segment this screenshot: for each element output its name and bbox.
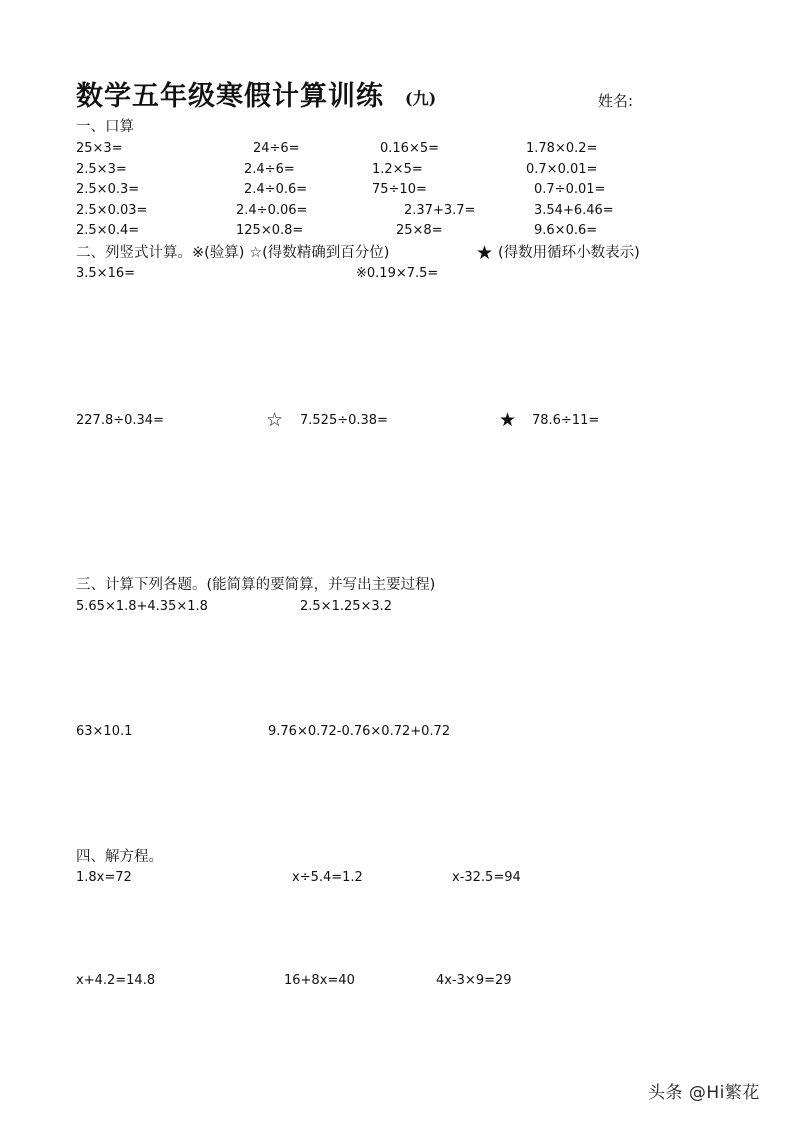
vertical-problem: 78.6÷11= [532, 413, 600, 428]
equation-problem: 4x-3×9=29 [436, 973, 512, 988]
equation-problem: x÷5.4=1.2 [292, 870, 363, 885]
title-number: (九) [405, 89, 437, 108]
equation-problem: x-32.5=94 [452, 870, 521, 885]
section1-heading: 一、口算 [76, 119, 134, 135]
hollow-star-icon: ☆ [266, 409, 284, 431]
oral-problem: 1.78×0.2= [526, 141, 598, 156]
filled-star-icon: ★ [476, 242, 494, 264]
oral-problem: 25×8= [396, 223, 443, 238]
equation-problem: 16+8x=40 [284, 973, 355, 988]
name-field-label: 姓名: [598, 92, 634, 110]
oral-problem: 2.5×0.4= [76, 223, 140, 238]
oral-problem: 75÷10= [372, 182, 427, 197]
oral-problem: 125×0.8= [236, 223, 304, 238]
oral-problem: 0.7÷0.01= [534, 182, 606, 197]
oral-problem: 2.5×3= [76, 162, 127, 177]
source-watermark: 头条 @Hi繁花 [648, 1083, 760, 1103]
vertical-problem: ※0.19×7.5= [356, 266, 439, 281]
page-title: 数学五年级寒假计算训练 [76, 81, 384, 112]
oral-problem: 0.7×0.01= [526, 162, 598, 177]
oral-problem: 25×3= [76, 141, 123, 156]
oral-problem: 2.37+3.7= [404, 203, 476, 218]
oral-problem: 2.4÷6= [244, 162, 295, 177]
oral-problem: 2.4÷0.6= [244, 182, 308, 197]
oral-problem: 2.4÷0.06= [236, 203, 308, 218]
vertical-problem: 3.5×16= [76, 266, 136, 281]
oral-problem: 3.54+6.46= [534, 203, 614, 218]
vertical-problem: 227.8÷0.34= [76, 413, 164, 428]
oral-problem: 9.6×0.6= [534, 223, 598, 238]
oral-problem: 0.16×5= [380, 141, 440, 156]
oral-problem: 1.2×5= [372, 162, 423, 177]
calc-problem: 9.76×0.72-0.76×0.72+0.72 [268, 724, 451, 739]
oral-problem: 2.5×0.3= [76, 182, 140, 197]
section2-heading-note: (得数用循环小数表示) [498, 245, 640, 261]
filled-star-icon: ★ [499, 409, 517, 431]
section2-heading: 二、列竖式计算。※(验算) ☆(得数精确到百分位) [76, 245, 390, 261]
equation-problem: x+4.2=14.8 [76, 973, 156, 988]
calc-problem: 5.65×1.8+4.35×1.8 [76, 599, 208, 614]
section4-heading: 四、解方程。 [76, 849, 163, 865]
section3-heading: 三、计算下列各题。(能简算的要简算，并写出主要过程) [76, 577, 436, 593]
calc-problem: 2.5×1.25×3.2 [300, 599, 393, 614]
oral-problem: 2.5×0.03= [76, 203, 148, 218]
oral-problem: 24÷6= [253, 141, 300, 156]
equation-problem: 1.8x=72 [76, 870, 132, 885]
vertical-problem: 7.525÷0.38= [300, 413, 388, 428]
calc-problem: 63×10.1 [76, 724, 133, 739]
